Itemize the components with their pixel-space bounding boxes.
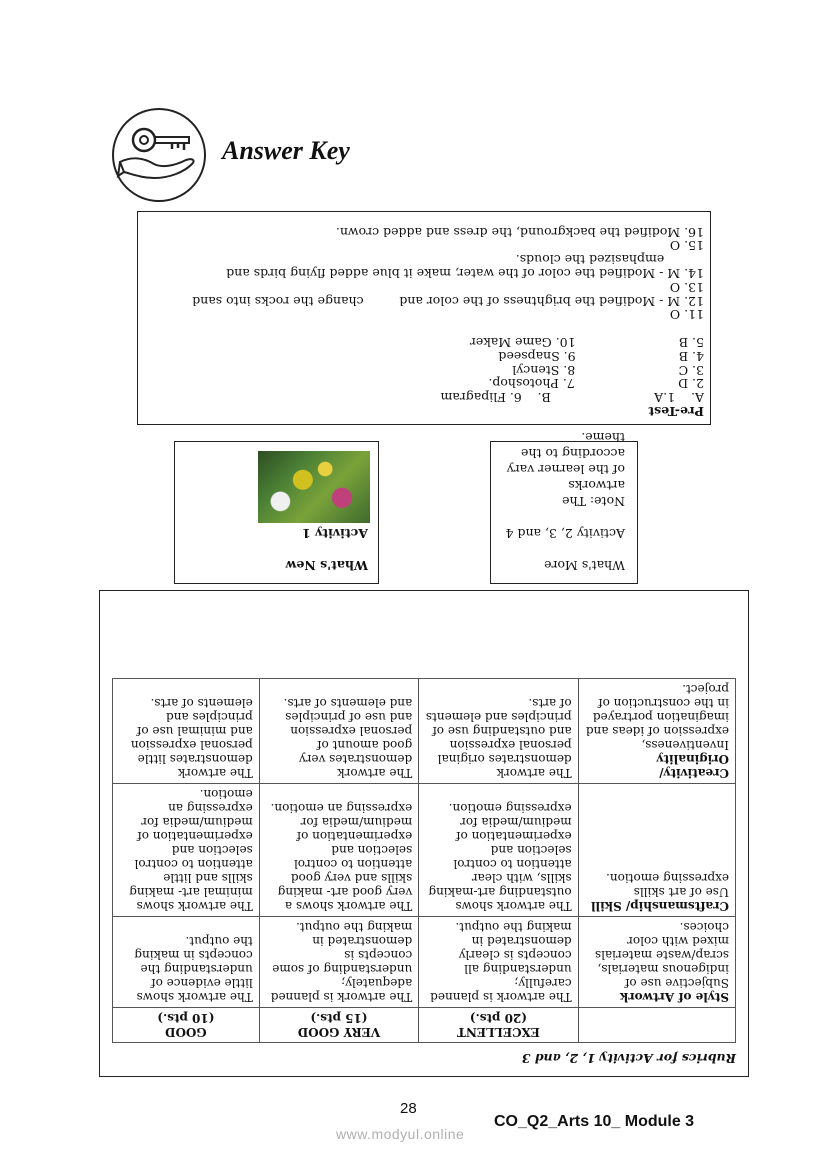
pretest-line: emphasized the clouds. [515, 252, 704, 268]
whats-new-activity: Activity 1 [302, 526, 368, 541]
rubric-cell: The artwork is planned carefully; understanding all concepts is clearly demonstrated in making the output. [419, 917, 578, 1008]
module-code: CO_Q2_Arts 10_ Module 3 [494, 1113, 695, 1130]
table-row [113, 917, 736, 1008]
pretest-heading: Pre-Test [648, 404, 704, 419]
pretest-line: 5. B 10. Game Maker [469, 335, 704, 351]
whats-more-line [503, 509, 625, 525]
criterion-title: Creativity/ Originality [656, 752, 729, 780]
answer-key-logo [112, 108, 206, 202]
rubric-header-good [113, 1008, 260, 1043]
header-label: EXCELLENT (20 pts.) [456, 1011, 540, 1039]
whats-more-line: Activity 2, 3, and 4 [505, 526, 625, 541]
whats-more-line: theme. [581, 430, 625, 445]
pretest-line: 2. D 7. Photoshop. [488, 376, 704, 392]
pretest-line: 3. C 8. Stencyl [512, 362, 704, 378]
rubric-title: Rubrics for Activity 1, 2, and 3 [521, 1051, 736, 1066]
table-row [113, 679, 736, 784]
header-label: VERY GOOD (15 pts.) [297, 1011, 381, 1039]
rubric-cell: The artwork shows outstanding art-making skills, with clear attention to control selection and experimentation of medium/media for expressing emotion. [419, 784, 578, 917]
rubric-cell: The artwork demonstrates original personal expression and outstanding use of principles and elements of arts. [419, 679, 578, 784]
criterion-cell [578, 679, 735, 784]
criterion-title: Style of Artwork [619, 990, 729, 1004]
garden-photo [258, 451, 370, 523]
header-label: GOOD (10 pts.) [157, 1011, 215, 1039]
whats-more-line [503, 541, 625, 557]
table-row [113, 784, 736, 917]
pretest-line: A. 1.A B. 6. Flipagram [440, 390, 704, 406]
pretest-line: 15. O [669, 238, 704, 254]
key-in-hand-icon [114, 110, 204, 200]
rubric-header-row [113, 1008, 736, 1043]
rubric-header [578, 1008, 735, 1043]
rubric-box [99, 590, 749, 1077]
whats-more-line: according to the [521, 446, 625, 461]
rubric-cell: The artwork demonstrates little personal expression and minimal use of principles and elements of arts. [113, 679, 260, 784]
pretest-line: 11. O [669, 307, 704, 323]
criterion-cell [578, 784, 735, 917]
whats-more-box [490, 430, 638, 584]
whats-new-box [174, 441, 379, 584]
pretest-line: 4. B 9. Snapseed [498, 348, 704, 364]
whats-more-line: of the learner vary [506, 462, 625, 477]
whats-new-title: What's New [285, 558, 368, 573]
rubric-header-very-good [259, 1008, 418, 1043]
pretest-line [144, 321, 704, 335]
criterion-desc: Use of art skills expressing emotion. [606, 871, 729, 899]
page-title: Answer Key [222, 136, 350, 165]
pretest-answer-box [137, 211, 711, 425]
criterion-title: Craftsmanship/ Skill [591, 899, 729, 913]
whats-more-title: What's More [544, 558, 625, 573]
criterion-desc: Inventiveness, expression of ideas and imagination portrayed in the construction of project. [585, 682, 729, 752]
pretest-line: 13. O [669, 279, 704, 295]
rubric-header-excellent [419, 1008, 578, 1043]
pretest-lines [138, 219, 710, 424]
pretest-line: 14. M - Modified the color of the water, make it blue added flying birds and [226, 266, 704, 282]
criterion-desc: Subjective use of indigenous materials, scrap/waste materials mixed with color choices. [595, 920, 729, 990]
rubric-cell: The artwork is planned adequately; understanding of some concepts is demonstrated in making the output. [259, 917, 418, 1008]
pretest-line: 16. Modified the background, the dress and added crown. [335, 224, 704, 240]
page-number: 28 [400, 1100, 417, 1117]
rubric-table [112, 678, 736, 1043]
whats-more-line: Note: The artworks [562, 478, 625, 509]
rubric-cell: The artwork shows little evidence of understanding the concepts in making the output. [113, 917, 260, 1008]
rubric-cell: The artwork shows minimal art- making skills and little attention to control selection and experimentation of medium/media for expressing an emotion. [113, 784, 260, 917]
criterion-cell [578, 917, 735, 1008]
watermark: www.modyul.online [336, 1126, 465, 1142]
rubric-cell: The artwork demonstrates very good amount of personal expression and use of principles and elements of arts. [259, 679, 418, 784]
rubric-cell: The artwork shows a very good art- making skills and very good attention to control selection and experimentation of medium/media for expressing an emotion. [259, 784, 418, 917]
pretest-line: 12. M - Modified the brightness of the color and change the rocks into sand [192, 293, 704, 309]
